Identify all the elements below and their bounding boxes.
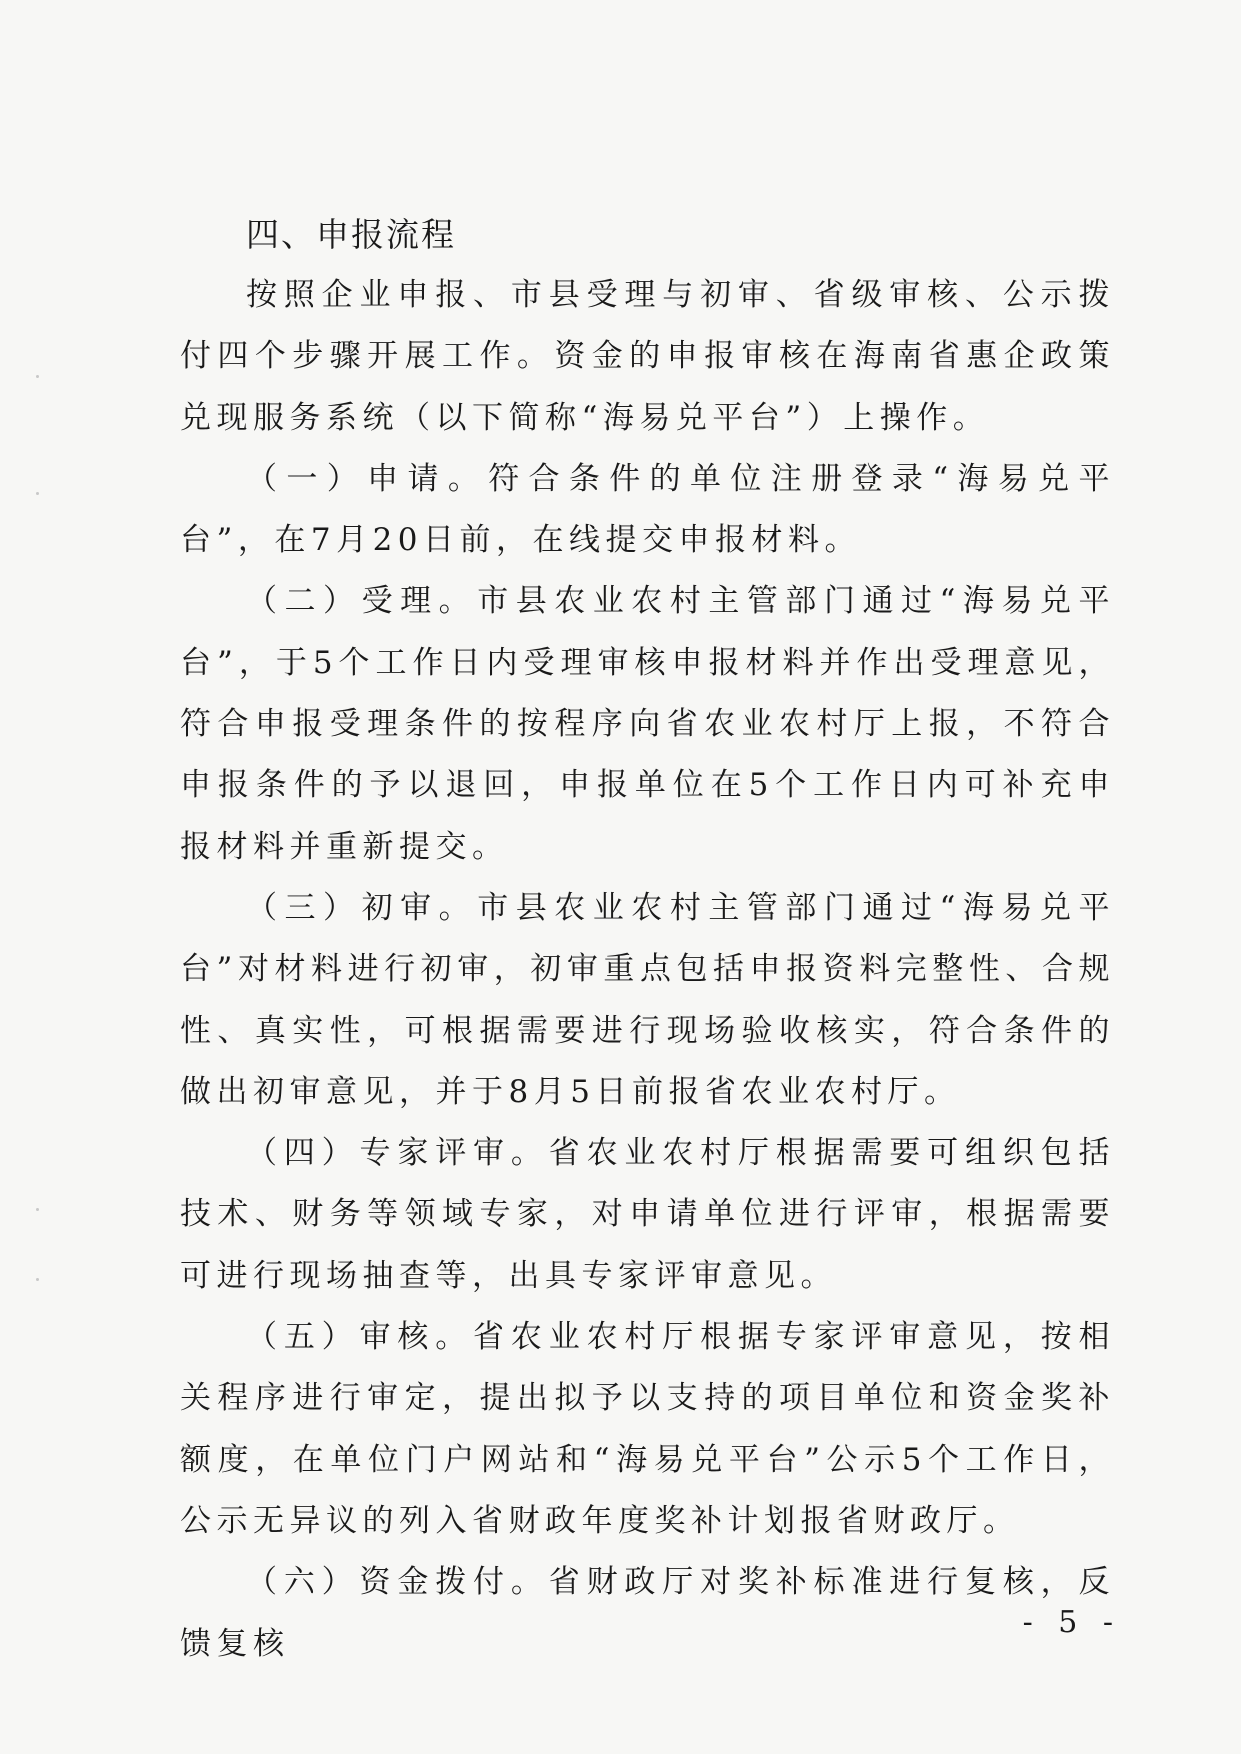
step-5-text: 省农业农村厅根据专家评审意见，按相关程序进行审定，提出拟予以支持的项目单位和资金奖补额度，在单位门户网站和“海易兑平台”公示5个工作日，公示无异议的列入省财政年度奖补计划报省财政厅。: [180, 1319, 1115, 1539]
document-body: [180, 205, 1115, 1675]
step-6-title: （六）资金拨付。: [246, 1564, 549, 1601]
page-number: - 5 -: [1022, 1605, 1121, 1640]
step-5-title: （五）审核。: [246, 1319, 474, 1356]
scan-speck: [36, 1208, 39, 1211]
scan-speck: [36, 375, 39, 378]
step-5-paragraph: [180, 1307, 1115, 1552]
step-1-paragraph: [180, 449, 1115, 572]
step-2-title: （二）受理。: [246, 583, 478, 620]
scan-speck: [36, 492, 39, 495]
step-2-text: 市县农业农村主管部门通过“海易兑平台”，于5个工作日内受理审核申报材料并作出受理意见，符合申报受理条件的按程序向省农业农村厅上报，不符合申报条件的予以退回，申报单位在5个工作日内可补充申报材料并重新提交。: [180, 583, 1115, 865]
step-2-paragraph: [180, 571, 1115, 877]
step-4-text: 省农业农村厅根据需要可组织包括技术、财务等领域专家，对申请单位进行评审，根据需要可进行现场抽查等，出具专家评审意见。: [180, 1135, 1116, 1294]
section-heading: 四、申报流程: [246, 215, 456, 254]
step-1-title: （一）申请。: [246, 460, 489, 497]
step-6-paragraph: [180, 1552, 1115, 1675]
step-1-text: 符合条件的单位注册登录“海易兑平台”，在7月20日前，在线提交申报材料。: [180, 460, 1115, 559]
step-3-text: 市县农业农村主管部门通过“海易兑平台”对材料进行初审，初审重点包括申报资料完整性、合规性、真实性，可根据需要进行现场验收核实，符合条件的做出初审意见，并于8月5日前报省农业农村厅。: [180, 889, 1115, 1110]
scan-speck: [36, 1278, 39, 1281]
step-6-text: 省财政厅对奖补标准进行复核，反馈复核: [180, 1564, 1116, 1662]
step-4-title: （四）专家评审。: [246, 1135, 549, 1172]
step-3-paragraph: [180, 878, 1115, 1123]
step-3-title: （三）初审。: [246, 889, 478, 926]
intro-paragraph: 按照企业申报、市县受理与初审、省级审核、公示拨付四个步骤开展工作。资金的申报审核在海南省惠企政策兑现服务系统（以下简称“海易兑平台”）上操作。: [180, 277, 1115, 436]
step-4-paragraph: [180, 1123, 1115, 1307]
